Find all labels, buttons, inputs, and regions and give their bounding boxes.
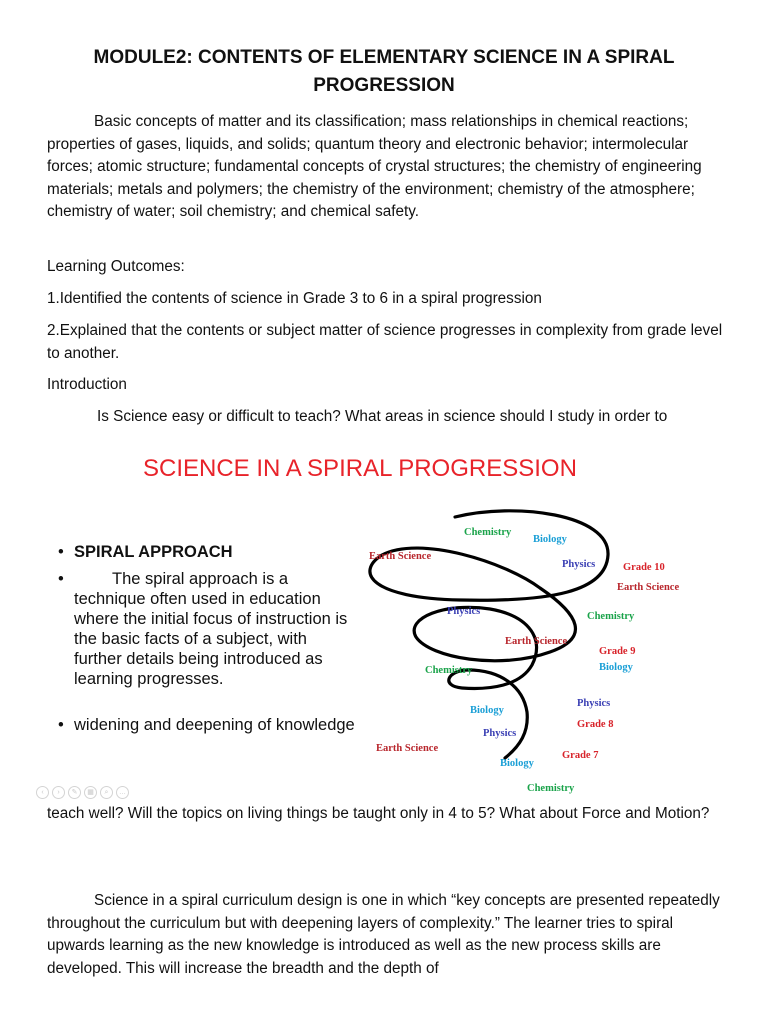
label-grade-9: Grade 9 [599,646,636,657]
label-grade-7: Grade 7 [562,750,599,761]
label-physics-mid: Physics [447,606,481,617]
label-grade-8: Grade 8 [577,719,614,730]
label-physics-grade8: Physics [577,698,611,709]
embedded-slide [0,440,768,804]
label-chemistry-left: Chemistry [425,665,473,676]
grid-icon[interactable]: ▦ [84,786,97,799]
intro-question-end: teach well? Will the topics on living things be taught only in 4 to 5? What about Force and Motion? [47,805,710,822]
intro-question-start: Is Science easy or difficult to teach? What areas in science should I study in order to [97,408,668,425]
label-physics-lower: Physics [483,728,517,739]
label-physics-upper: Physics [562,559,596,570]
label-earth-science-lower: Earth Science [376,743,439,754]
pen-icon[interactable]: ✎ [68,786,81,799]
previous-slide-icon[interactable]: ‹ [36,786,49,799]
label-earth-science-upper: Earth Science [369,551,432,562]
bullet-dot-icon: • [58,570,64,588]
learning-outcomes-heading: Learning Outcomes: [47,258,185,275]
label-biology-grade9: Biology [599,662,633,673]
intro-paragraph: Basic concepts of matter and its classification; mass relationships in chemical reactions; properties of gases, liquids, and solids; quantum theory and electronic behavior; intermolecular forces; atomic structure; fundamental concepts of crystal structures; the chemistry of engineering materials; metals and polymers; the chemistry of the environment; chemistry of the atmosphere; chemistry of water; soil chemistry; and chemical safety. [47,113,702,220]
spiral-labels-layer [0,440,768,804]
spiral-approach-heading: • SPIRAL APPROACH [58,543,233,561]
label-earth-science-mid: Earth Science [505,636,568,647]
label-chemistry-bottom: Chemistry [527,783,575,794]
label-biology-top: Biology [533,534,567,545]
bullet-dot-icon: • [58,543,64,561]
learning-outcome-1: 1.Identified the contents of science in Grade 3 to 6 in a spiral progression [47,290,542,307]
label-earth-science-grade10: Earth Science [617,582,680,593]
label-chemistry-top: Chemistry [464,527,512,538]
bullet-dot-icon: • [58,716,64,734]
spiral-curriculum-paragraph: Science in a spiral curriculum design is one in which “key concepts are presented repeatedly throughout the curriculum but with deepening layers of complexity.” The learner tries to spiral upwards learning as the new knowledge is introduced as well as the new process skills are developed. This will increase the breadth and the depth of [47,892,720,977]
label-biology-bottom: Biology [500,758,534,769]
zoom-icon[interactable]: ⌕ [100,786,113,799]
slide-controls[interactable] [36,786,129,799]
slide-title: SCIENCE IN A SPIRAL PROGRESSION [143,455,577,482]
label-biology-mid: Biology [470,705,504,716]
label-chemistry-right: Chemistry [587,611,635,622]
learning-outcome-2: 2.Explained that the contents or subject matter of science progresses in complexity from grade level to another. [47,322,723,362]
label-grade-10: Grade 10 [623,562,665,573]
next-slide-icon[interactable]: › [52,786,65,799]
widening-deepening-bullet: • widening and deepening of knowledge [58,716,355,734]
more-options-icon[interactable]: … [116,786,129,799]
page-title: MODULE2: CONTENTS OF ELEMENTARY SCIENCE IN A SPIRAL PROGRESSION [93,47,675,96]
introduction-heading: Introduction [47,376,127,393]
spiral-approach-definition: • The spiral approach is a technique often used in education where the initial focus of instruction is the basic facts of a subject, with further details being introduced as learning progresses. [58,570,348,688]
